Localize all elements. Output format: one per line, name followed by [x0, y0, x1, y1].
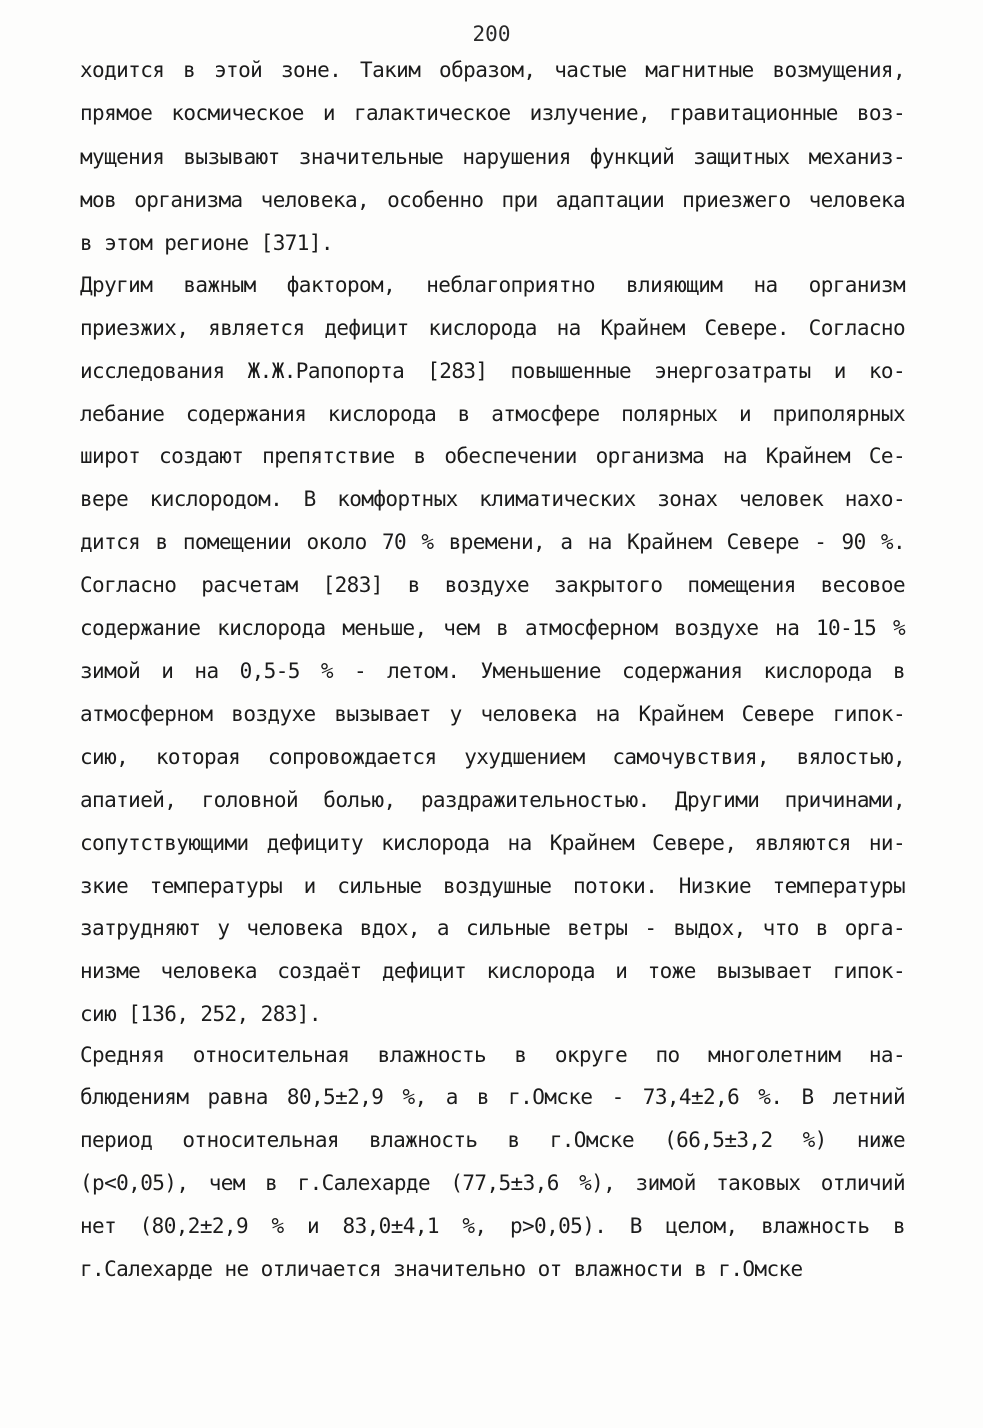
text-line: зимой и на 0,5-5 % - летом. Уменьшение содержания кислорода в: [80, 659, 905, 683]
text-line: сию, которая сопровождается ухудшением самочувствия, вялостью,: [80, 745, 905, 769]
text-line: период относительная влажность в г.Омске (66,5±3,2 %) ниже: [80, 1128, 905, 1152]
text-line: низме человека создаёт дефицит кислорода и тоже вызывает гипок-: [80, 959, 905, 983]
text-line: блюдениям равна 80,5±2,9 %, а в г.Омске - 73,4±2,6 %. В летний: [80, 1085, 905, 1109]
text-line: Согласно расчетам [283] в воздухе закрытого помещения весовое: [80, 573, 905, 597]
text-line: (р<0,05), чем в г.Салехарде (77,5±3,6 %), зимой таковых отличий: [80, 1171, 905, 1195]
text-line: Средняя относительная влажность в округе по многолетним на-: [80, 1043, 905, 1067]
text-line: сопутствующими дефициту кислорода на Крайнем Севере, являются ни-: [80, 831, 905, 855]
text-line: зкие температуры и сильные воздушные потоки. Низкие температуры: [80, 874, 905, 898]
text-line: мов организма человека, особенно при адаптации приезжего человека: [80, 188, 905, 212]
text-line: нет (80,2±2,9 % и 83,0±4,1 %, р>0,05). В целом, влажность в: [80, 1214, 905, 1238]
text-line: затрудняют у человека вдох, а сильные ветры - выдох, что в орга-: [80, 916, 905, 940]
text-line: приезжих, является дефицит кислорода на Крайнем Севере. Согласно: [80, 316, 905, 340]
text-line: в этом регионе [371].: [80, 231, 333, 255]
text-line: сию [136, 252, 283].: [80, 1002, 321, 1026]
text-line: вере кислородом. В комфортных климатических зонах человек нахо-: [80, 487, 905, 511]
text-line: исследования Ж.Ж.Рапопорта [283] повышенные энергозатраты и ко-: [80, 359, 905, 383]
text-line: прямое космическое и галактическое излучение, гравитационные воз-: [80, 101, 905, 125]
text-line: атмосферном воздухе вызывает у человека на Крайнем Севере гипок-: [80, 702, 905, 726]
text-line: дится в помещении около 70 % времени, а на Крайнем Севере - 90 %.: [80, 530, 905, 554]
text-line: широт создают препятствие в обеспечении организма на Крайнем Се-: [80, 444, 905, 468]
text-line: лебание содержания кислорода в атмосфере полярных и приполярных: [80, 402, 905, 426]
text-line: Другим важным фактором, неблагоприятно влияющим на организм: [80, 273, 905, 297]
text-line: апатией, головной болью, раздражительностью. Другими причинами,: [80, 788, 905, 812]
page-number: 200: [472, 22, 511, 46]
text-line: ходится в этой зоне. Таким образом, частые магнитные возмущения,: [80, 58, 905, 82]
text-line: содержание кислорода меньше, чем в атмосферном воздухе на 10-15 %: [80, 616, 905, 640]
text-line: мущения вызывают значительные нарушения функций защитных механиз-: [80, 145, 905, 169]
text-line: г.Салехарде не отличается значительно от влажности в г.Омске: [80, 1257, 803, 1281]
